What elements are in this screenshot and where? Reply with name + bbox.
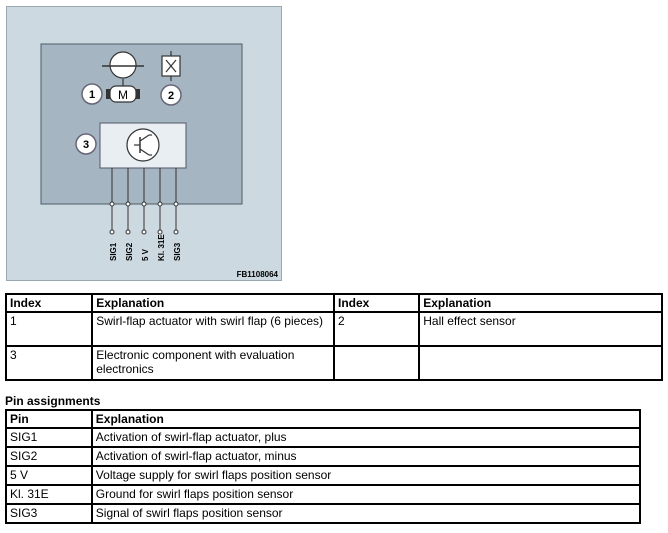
explanation-cell: Electronic component with evaluation electronics: [92, 346, 334, 380]
explanation-cell: Activation of swirl-flap actuator, minus: [92, 447, 640, 466]
pin-label-sig2: SIG2: [125, 242, 134, 261]
explanation-cell: Ground for swirl flaps position sensor: [92, 485, 640, 504]
table-row: [6, 447, 640, 466]
wiring-diagram: [6, 6, 282, 281]
table-row: [6, 428, 640, 447]
index-cell: 3: [6, 346, 92, 380]
table-row: [6, 466, 640, 485]
svg-text:3: 3: [82, 139, 90, 151]
pin-assignments-title: Pin assignments: [5, 394, 101, 408]
explanation-cell: Swirl-flap actuator with swirl flap (6 pieces): [92, 312, 334, 346]
callout-2: [161, 85, 181, 105]
index-table-header: [6, 294, 662, 312]
pin-cell: SIG3: [6, 504, 92, 523]
pin-cell: 5 V: [6, 466, 92, 485]
figure-code: FB1108064: [236, 270, 278, 279]
explanation-cell: Activation of swirl-flap actuator, plus: [92, 428, 640, 447]
hall-sensor-icon: [162, 51, 180, 81]
explanation-cell: [419, 346, 662, 380]
header-explanation: Explanation: [92, 294, 334, 312]
pin-cell: SIG1: [6, 428, 92, 447]
motor-icon: [106, 86, 140, 102]
pin-label-5v: 5 V: [141, 248, 150, 261]
pin-label-kl31e: Kl. 31E: [157, 234, 166, 261]
callout-3: [76, 134, 96, 154]
pin-label-sig1: SIG1: [109, 242, 118, 261]
pin-cell: SIG2: [6, 447, 92, 466]
index-cell: 1: [6, 312, 92, 346]
header-explanation: Explanation: [92, 410, 640, 428]
header-index: Index: [334, 294, 419, 312]
index-table: [5, 293, 663, 381]
explanation-cell: Signal of swirl flaps position sensor: [92, 504, 640, 523]
header-index: Index: [6, 294, 92, 312]
pin-table: [5, 409, 641, 524]
header-explanation: Explanation: [419, 294, 662, 312]
index-cell: 2: [334, 312, 419, 346]
table-row: [6, 346, 662, 380]
pin-cell: Kl. 31E: [6, 485, 92, 504]
svg-text:1: 1: [88, 89, 96, 101]
index-cell: [334, 346, 419, 380]
table-row: [6, 504, 640, 523]
motor-label: M: [118, 88, 128, 102]
header-pin: Pin: [6, 410, 92, 428]
explanation-cell: Hall effect sensor: [419, 312, 662, 346]
pin-label-sig3: SIG3: [173, 242, 182, 261]
pin-table-header: [6, 410, 640, 428]
callout-1: [82, 84, 102, 104]
explanation-cell: Voltage supply for swirl flaps position sensor: [92, 466, 640, 485]
transistor-icon: [127, 129, 159, 161]
table-row: [6, 485, 640, 504]
svg-text:2: 2: [167, 90, 175, 102]
table-row: [6, 312, 662, 346]
